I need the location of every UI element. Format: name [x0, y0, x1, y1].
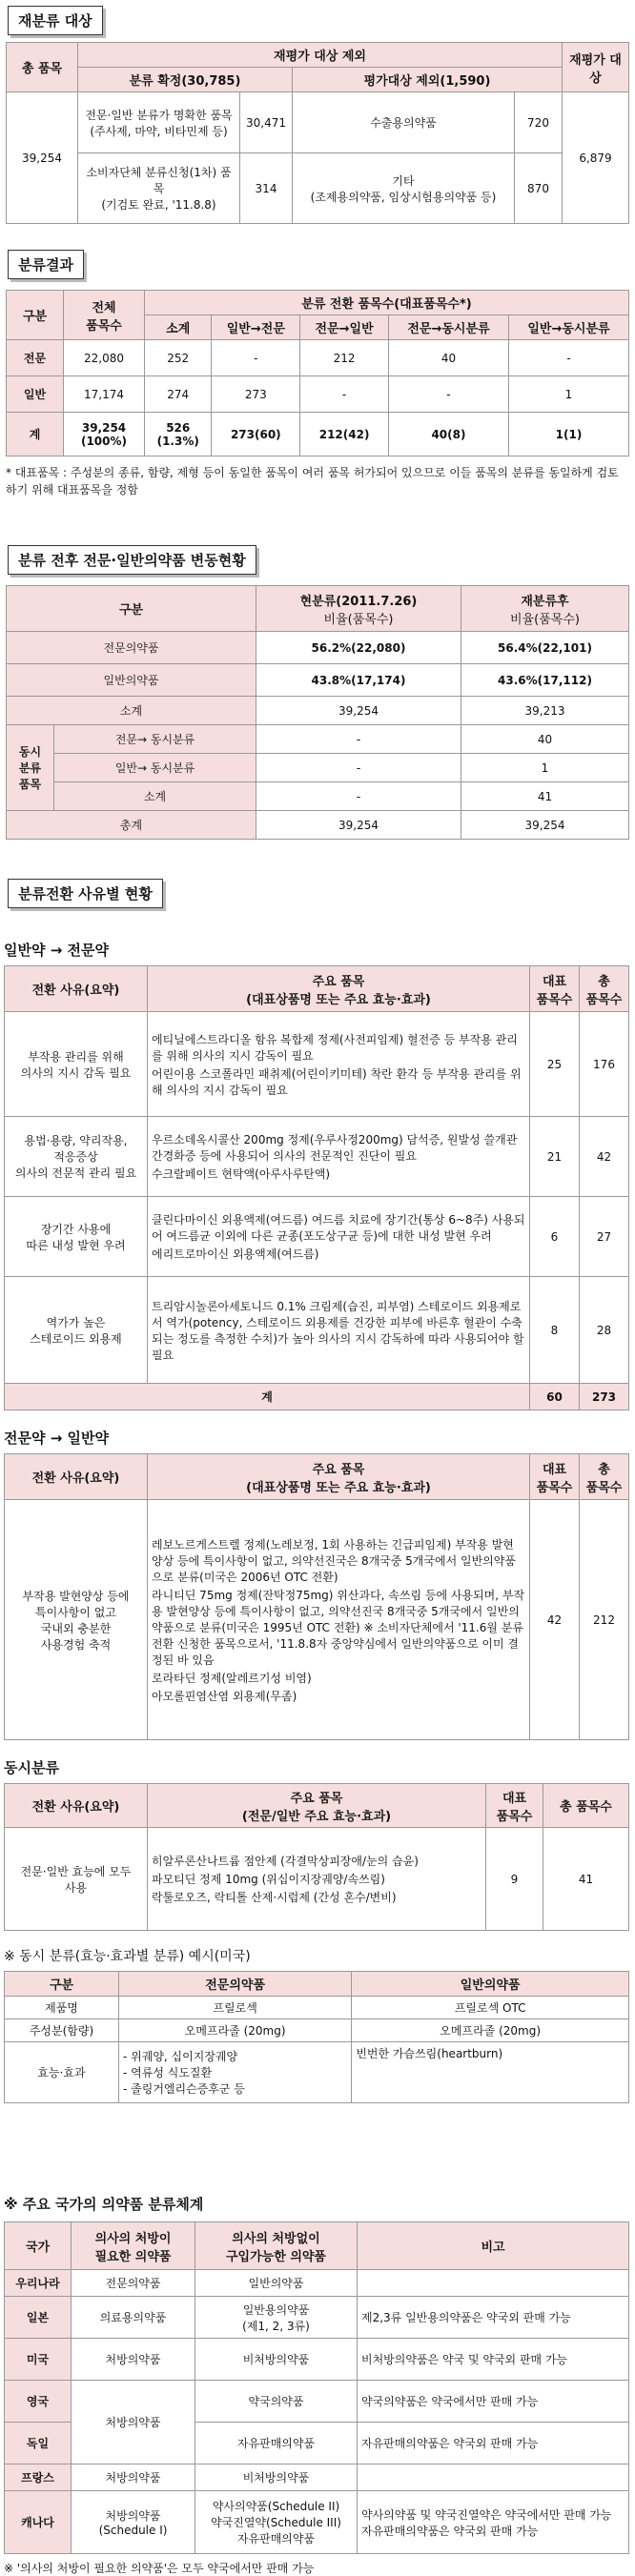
header-items2: (대표상품명 또는 주요 효능·효과): [246, 992, 431, 1007]
countries-table: [4, 2221, 629, 2554]
cell: 212(42): [300, 413, 389, 456]
header-reason: 전환 사유(요약): [5, 1784, 148, 1828]
header-eval-excluded: 평가대상 제외(1,590): [293, 68, 563, 92]
cell: -: [256, 754, 461, 782]
otc: 약사의약품(Schedule II) 약국진열약(Schedule III) 자유판매의약품: [195, 2491, 358, 2554]
ex-h: 구분: [5, 1972, 119, 1997]
ex-cell: 프릴로섹 OTC: [352, 1997, 629, 2019]
cell: 22,080: [64, 340, 145, 376]
header-eval: 재평가 대상: [563, 43, 629, 92]
country: 미국: [5, 2339, 72, 2381]
cell: 41: [461, 782, 628, 811]
cell: 39,254: [461, 811, 628, 840]
rep: 8: [530, 1277, 580, 1384]
cell: -: [256, 725, 461, 754]
item: 에리트로마이신 외용액제(여드름): [152, 1247, 319, 1261]
otc: 비처방의약품: [195, 2464, 358, 2491]
header-kind: 구분: [7, 586, 256, 632]
cell: 1: [461, 754, 628, 782]
note: [358, 2464, 629, 2491]
class-result-table: [6, 290, 629, 456]
row-label: 일반의약품: [7, 664, 256, 697]
reason: 부작용 발현양상 등에 특이사항이 없고 국내외 충분한 사용경험 축적: [5, 1500, 148, 1740]
cell: 17,174: [64, 376, 145, 413]
reason: 장기간 사용에 따른 내성 발현 우려: [5, 1197, 148, 1277]
dual-label: 동시 분류 품목: [7, 725, 54, 811]
sum-rep: 60: [530, 1384, 580, 1410]
note: [358, 2270, 629, 2297]
tot: 42: [580, 1117, 629, 1197]
rx: 처방의약품 (Schedule I): [72, 2491, 195, 2554]
otc: 비처방의약품: [195, 2339, 358, 2381]
rx: 처방의약품: [72, 2339, 195, 2381]
section-title-change: 분류 전후 전문·일반의약품 변동현황: [8, 545, 256, 575]
section-title-class-result: 분류결과: [8, 250, 84, 279]
cell: 40: [461, 725, 628, 754]
section-title-reclass-target: 재분류 대상: [8, 6, 103, 35]
header-rep: 대표 품목수: [530, 966, 580, 1012]
rep: 9: [486, 1828, 543, 1931]
item: 락툴로오즈, 락티톨 산제·시럽제 (간성 혼수/변비): [152, 1891, 397, 1904]
cell: -: [212, 340, 300, 376]
country: 영국: [5, 2381, 72, 2423]
example-note: ※ 동시 분류(효능·효과별 분류) 예시(미국): [4, 1949, 251, 1964]
row-kind: 일반: [7, 376, 64, 413]
h: 국가: [5, 2222, 72, 2270]
item: 파모티딘 정제 10mg (위십이지장궤양/속쓰림): [152, 1873, 385, 1886]
footnote: * 대표품목 : 주성분의 종류, 함량, 제형 등이 동일한 품목이 여러 품목 허가되어 있으므로 이들 품목의 분류를 동일하게 검토하기 위해 대표품목을 정함: [6, 466, 619, 497]
header-class-confirmed: 분류 확정(30,785): [78, 68, 293, 92]
ex-h: 전문의약품: [119, 1972, 352, 1997]
cell: 252: [145, 340, 212, 376]
cell: -: [300, 376, 389, 413]
subtitle-otc-to-rx: 일반약 → 전문약: [4, 942, 109, 959]
eval-count: 6,879: [563, 92, 629, 224]
cell: 273: [212, 376, 300, 413]
item: 클린다마이신 외용액제(여드름) 여드름 치료에 장기간(통상 6~8주) 사용되어 여드름균 이외에 다른 균종(포도상구균 등)에 대한 내성 발현 우려: [152, 1213, 525, 1243]
col-sub: 소계: [145, 315, 212, 340]
item: 로라타딘 정제(알레르기성 비염): [152, 1671, 312, 1685]
header-items: 주요 품목: [290, 1791, 343, 1806]
tot: 28: [580, 1277, 629, 1384]
rx: 의료용의약품: [72, 2297, 195, 2339]
cell: 40(8): [388, 413, 508, 456]
cell: -: [388, 376, 508, 413]
cell: 274: [145, 376, 212, 413]
header-rep: 대표 품목수: [486, 1784, 543, 1828]
h: 의사의 처방이 필요한 의약품: [72, 2222, 195, 2270]
header-before: 현분류(2011.7.26): [299, 594, 418, 609]
row-desc: 전문·일반 분류가 명확한 품목: [85, 108, 233, 122]
otc: 자유판매의약품: [195, 2423, 358, 2464]
header-after2: 비율(품목수): [510, 612, 580, 627]
ex-cell: 효능·효과: [5, 2042, 119, 2103]
ex-cell: 오메프라졸 (20mg): [352, 2019, 629, 2042]
col-otc-dual: 일반→동시분류: [508, 315, 628, 340]
note: 비처방의약품은 약국 및 약국외 판매 가능: [358, 2339, 629, 2381]
ex-cell: 제품명: [5, 1997, 119, 2019]
row-label: 일반→ 동시분류: [54, 754, 256, 782]
row-desc: 소비자단체 분류신청(1차) 품목: [86, 166, 232, 195]
country: 독일: [5, 2423, 72, 2464]
reason: 전문·일반 효능에 모두 사용: [5, 1828, 148, 1931]
tot: 212: [580, 1500, 629, 1740]
tot: 41: [543, 1828, 629, 1931]
header-tot: 총 품목수: [580, 966, 629, 1012]
h: 의사의 처방없이 구입가능한 의약품: [195, 2222, 358, 2270]
cell: 39,254 (100%): [64, 413, 145, 456]
cell: 1(1): [508, 413, 628, 456]
country: 일본: [5, 2297, 72, 2339]
sum-label: 계: [5, 1384, 530, 1410]
row-kind: 전문: [7, 340, 64, 376]
ex-cell: 오메프라졸 (20mg): [119, 2019, 352, 2042]
cell: 526 (1.3%): [145, 413, 212, 456]
item: 어린이용 스코폴라민 패취제(어린이키미테) 착란 환각 등 부작용 관리를 위해 의사의 지시 감독이 필요: [152, 1066, 522, 1097]
row-ex: 기타: [392, 173, 415, 188]
cell: 56.4%(22,101): [461, 632, 628, 664]
row-ex: 수출용의약품: [293, 92, 515, 153]
ex-cell: 빈번한 가슴쓰림(heartburn): [352, 2042, 629, 2103]
row-ex2: (조제용의약품, 임상시험용의약품 등): [310, 190, 497, 204]
cell: 1: [508, 376, 628, 413]
ex-cell: 프릴로섹: [119, 1997, 352, 2019]
cell: -: [256, 782, 461, 811]
rx: 처방의약품: [72, 2381, 195, 2464]
item: 히알루론산나트륨 점안제 (각결막상피장애/눈의 습윤): [152, 1855, 419, 1868]
row-count: 314: [240, 153, 293, 224]
note: 자유판매의약품은 약국외 판매 가능: [358, 2423, 629, 2464]
header-excluded: 재평가 대상 제외: [78, 43, 563, 68]
item: 라니티딘 75mg 정제(잔탁정75mg) 위산과다, 속쓰림 등에 사용되며, 부작용 발현양상 등에 특이사항이 없고, 의약선진국 8개국중 5개국에서 일반의약품으로 분류(미국은 1995년 OTC 전환) ※ 소비자단체에서 '11.6월 분류전환 신청한 품목으로서, '11.8.8자 중앙약심에서 일반의약품으로 이미 결정된 바 있음: [152, 1588, 525, 1667]
item: 아모롤핀염산염 외용제(무좀): [152, 1689, 297, 1703]
row-ex-count: 870: [515, 153, 563, 224]
otc: 일반의약품: [195, 2270, 358, 2297]
note: 약사의약품 및 약국진열약은 약국에서만 판매 가능 자유판매의약품은 약국외 판매 가능: [358, 2491, 629, 2554]
note: 제2,3류 일반용의약품은 약국외 판매 가능: [358, 2297, 629, 2339]
header-tot: 총 품목수: [580, 1454, 629, 1500]
row-label: 소계: [7, 697, 256, 725]
row-kind: 계: [7, 413, 64, 456]
tot: 27: [580, 1197, 629, 1277]
header-items: 주요 품목: [312, 1462, 365, 1477]
otc: 약국의약품: [195, 2381, 358, 2423]
ex-cell: - 위궤양, 십이지장궤양 - 역류성 식도질환 - 졸링거엘리슨증후군 등: [119, 2042, 352, 2103]
header-reason: 전환 사유(요약): [5, 966, 148, 1012]
country: 캐나다: [5, 2491, 72, 2554]
cell: 39,213: [461, 697, 628, 725]
otc-to-rx-table: [4, 965, 629, 1410]
cell: -: [508, 340, 628, 376]
rep: 42: [530, 1500, 580, 1740]
header-items2: (대표상품명 또는 주요 효능·효과): [246, 1480, 431, 1495]
cell: 39,254: [256, 697, 461, 725]
col-rx-dual: 전문→동시분류: [388, 315, 508, 340]
sum-tot: 273: [580, 1384, 629, 1410]
item: 트리암시놀론아세토니드 0.1% 크림제(습진, 피부염) 스테로이드 외용제로서 역가(potency, 스테로이드 외용제를 건강한 피부에 바른후 혈관이 수축되는 정도를 측정한 수치)가 높아 의사의 지시 감독하에 따라 사용되어야 할 필요: [152, 1299, 524, 1362]
header-items: 주요 품목: [312, 974, 365, 989]
country: 프랑스: [5, 2464, 72, 2491]
country: 우리나라: [5, 2270, 72, 2297]
tot: 176: [580, 1012, 629, 1117]
rep: 6: [530, 1197, 580, 1277]
rx-to-otc-table: [4, 1453, 629, 1740]
row-count: 30,471: [240, 92, 293, 153]
header-items2: (전문/일반 주요 효능·효과): [241, 1809, 392, 1824]
col-otc-rx: 일반→전문: [212, 315, 300, 340]
cell: 43.8%(17,174): [256, 664, 461, 697]
h: 비고: [358, 2222, 629, 2270]
change-table: [6, 585, 629, 840]
item: 우르소데옥시콜산 200mg 정제(우루사정200mg) 담석증, 원발성 쓸개관 간경화증 등에 사용되어 의사의 전문적인 진단이 필요: [152, 1133, 518, 1163]
header-after: 재분류후: [521, 594, 569, 609]
total-count: 39,254: [7, 92, 78, 224]
row-desc2: (기검토 완료, '11.8.8): [101, 198, 216, 212]
countries-footnote: ※ '의사의 처방이 필요한 의약품'은 모두 약국에서만 판매 가능: [4, 2562, 315, 2575]
row-label: 전문의약품: [7, 632, 256, 664]
cell: 56.2%(22,080): [256, 632, 461, 664]
header-total: 총 품목: [7, 43, 78, 92]
item: 에티닐에스트라디올 함유 복합제 정제(사전피임제) 혈전증 등 부작용 관리를 위해 의사의 지시 감독이 필요: [152, 1032, 518, 1063]
cell: 39,254: [256, 811, 461, 840]
rx: 전문의약품: [72, 2270, 195, 2297]
reclass-target-table: [6, 42, 629, 224]
dual-table: [4, 1783, 629, 1931]
row-ex-count: 720: [515, 92, 563, 153]
cell: 273(60): [212, 413, 300, 456]
subtitle-dual: 동시분류: [4, 1759, 59, 1776]
row-label: 전문→ 동시분류: [54, 725, 256, 754]
section-title-countries: ※ 주요 국가의 의약품 분류체계: [4, 2196, 204, 2213]
header-trans: 분류 전환 품목수(대표품목수*): [145, 291, 629, 315]
header-rep: 대표 품목수: [530, 1454, 580, 1500]
item: 레보노르게스트렐 정제(노레보정, 1회 사용하는 긴급피임제) 부작용 발현 양상 등에 특이사항이 없고, 의약선진국은 8개국중 5개국에서 일반의약품으로 분류(미국은 2006년 OTC 전환): [152, 1537, 516, 1584]
header-total: 전체 품목수: [64, 291, 145, 340]
otc: 일반용의약품 (제1, 2, 3류): [195, 2297, 358, 2339]
row-label: 총계: [7, 811, 256, 840]
header-before2: 비율(품목수): [323, 612, 394, 627]
subtitle-rx-to-otc: 전문약 → 일반약: [4, 1430, 109, 1447]
reason: 부작용 관리를 위해 의사의 지시 감독 필요: [5, 1012, 148, 1117]
item: 수크랄페이트 현탁액(아루사루탄액): [152, 1167, 331, 1181]
header-reason: 전환 사유(요약): [5, 1454, 148, 1500]
rep: 25: [530, 1012, 580, 1117]
ex-cell: 주성분(함량): [5, 2019, 119, 2042]
rep: 21: [530, 1117, 580, 1197]
note: 약국의약품은 약국에서만 판매 가능: [358, 2381, 629, 2423]
cell: 212: [300, 340, 389, 376]
reason: 용법·용량, 약리작용, 적응증상 의사의 전문적 관리 필요: [5, 1117, 148, 1197]
cell: 43.6%(17,112): [461, 664, 628, 697]
reason: 역가가 높은 스테로이드 외용제: [5, 1277, 148, 1384]
section-title-reasons: 분류전환 사유별 현황: [8, 879, 163, 908]
row-label: 소계: [54, 782, 256, 811]
col-rx-otc: 전문→일반: [300, 315, 389, 340]
example-table: [4, 1971, 629, 2103]
row-desc2: (주사제, 마약, 비타민제 등): [90, 124, 228, 138]
ex-h: 일반의약품: [352, 1972, 629, 1997]
cell: 40: [388, 340, 508, 376]
rx: 처방의약품: [72, 2464, 195, 2491]
header-tot: 총 품목수: [543, 1784, 629, 1828]
header-kind: 구분: [7, 291, 64, 340]
